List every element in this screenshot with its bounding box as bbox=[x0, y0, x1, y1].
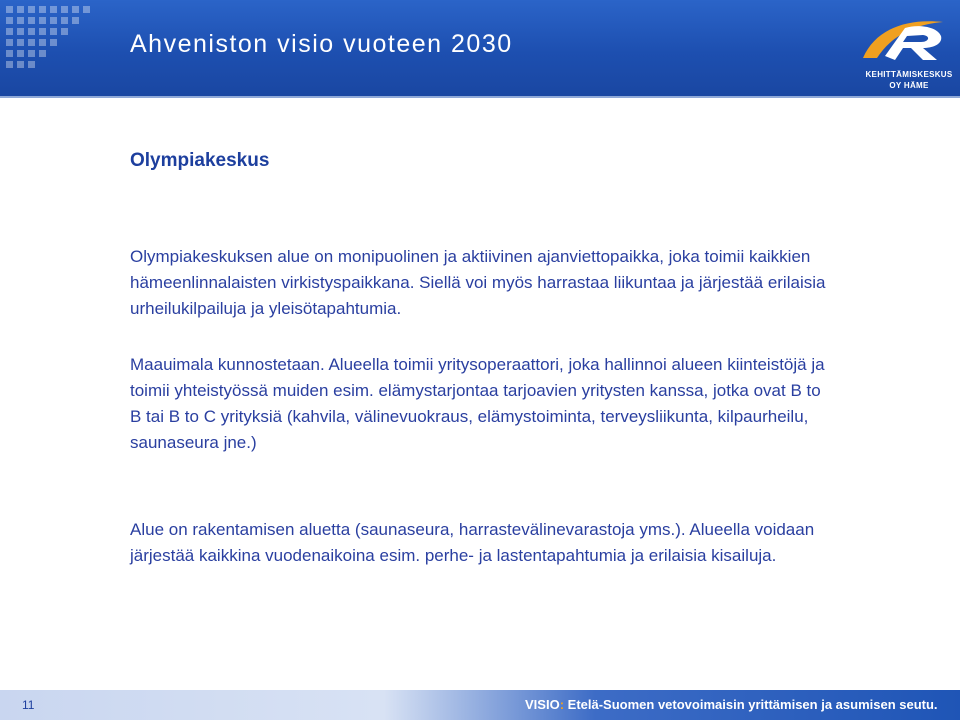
page-number: 11 bbox=[22, 698, 35, 712]
logo-text-line2: OY HÄME bbox=[889, 81, 929, 90]
paragraph-1: Olympiakeskuksen alue on monipuolinen ja aktiivinen ajanviettopaikka, joka toimii kaikkien hämeenlinnalaisten virkistyspaikkana. Siellä voi myös harrastaa liikuntaa ja järjestää erilaisia urheilukilpailuja ja yleisötapahtumia. bbox=[130, 247, 826, 318]
logo-mark bbox=[845, 0, 960, 70]
footer-brand-separator: : bbox=[559, 697, 565, 712]
footer-tagline-text: Etelä-Suomen vetovoimaisin yrittämisen ja asumisen seutu. bbox=[564, 697, 938, 712]
paragraph-3: Alue on rakentamisen aluetta (saunaseura, harrastevälinevarastoja yms.). Alueella voidaan järjestää kaikkina vuodenaikoina esim. perhe- ja lastentapahtumia ja erilaisia kisailuja. bbox=[130, 520, 815, 565]
slide-title: Ahveniston visio vuoteen 2030 bbox=[130, 30, 513, 58]
logo-text-line1: KEHITTÄMISKESKUS bbox=[865, 70, 953, 79]
header-divider bbox=[0, 96, 960, 98]
logo-icon bbox=[845, 0, 960, 96]
paragraph-2: Maauimala kunnostetaan. Alueella toimii yritysoperaattori, joka hallinnoi alueen kiinteistöjä ja toimii yhteistyössä muiden esim. elämystarjontaa tarjoavien yritysten kanssa, jotka ovat B to B tai B to C yrityksiä (kahvila, välinevuokraus, elämystoiminta, terveysliikunta, kilpaurheilu, saunaseura jne.) bbox=[130, 355, 825, 452]
section-heading: Olympiakeskus bbox=[130, 150, 270, 171]
footer-brand: VISIO bbox=[525, 697, 560, 712]
slide-header bbox=[0, 0, 960, 96]
header-dot-pattern bbox=[6, 6, 126, 76]
footer-tagline bbox=[525, 697, 938, 712]
